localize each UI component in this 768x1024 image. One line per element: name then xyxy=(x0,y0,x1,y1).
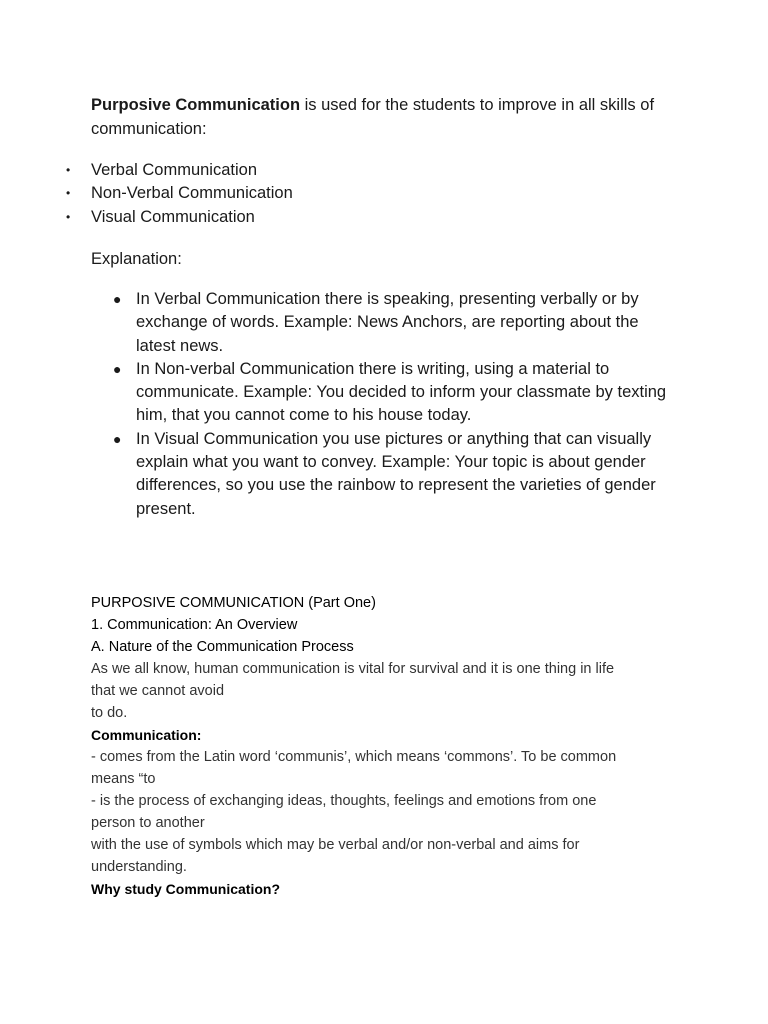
paragraph-line: that we cannot avoid xyxy=(91,683,225,699)
explanation-text: In Non-verbal Communication there is writing, using a material to communicate. Example: You decided to inform your classmate by texting him, that you cannot come to his house today. xyxy=(136,359,667,425)
list-item xyxy=(0,206,293,229)
list-item xyxy=(0,428,700,521)
explanation-text: In Verbal Communication there is speaking, presenting verbally or by exchange of words. Example: News Anchors, are reporting about the latest news. xyxy=(136,290,639,355)
intro-paragraph xyxy=(91,93,691,141)
definition-line: with the use of symbols which may be verbal and/or non-verbal and aims for xyxy=(91,837,580,853)
section-heading: 1. Communication: An Overview xyxy=(91,617,298,633)
list-item xyxy=(0,159,293,182)
why-study-heading: Why study Communication? xyxy=(91,881,280,897)
definition-line: - comes from the Latin word ‘communis’, which means ‘commons’. To be common xyxy=(91,749,617,765)
bullet-icon: ● xyxy=(113,360,122,377)
bullet-icon: • xyxy=(66,186,71,201)
explanation-text: In Visual Communication you use pictures or anything that can visually explain what you want to convey. Example: Your topic is about gender differences, so you use the rainbow to represent the varieties of gender present. xyxy=(136,429,656,518)
bullet-icon: ● xyxy=(113,430,122,447)
definition-line: person to another xyxy=(91,815,205,831)
skills-list xyxy=(0,159,293,229)
bullet-icon: ● xyxy=(113,291,122,307)
skill-label: Visual Communication xyxy=(91,207,255,226)
skill-label: Non-Verbal Communication xyxy=(91,184,293,203)
definition-line: means “to xyxy=(91,771,156,787)
explanation-list xyxy=(0,288,700,521)
subsection-heading: A. Nature of the Communication Process xyxy=(91,639,354,655)
intro-text: is used for the students to improve in all skills of communication: xyxy=(91,96,655,138)
bullet-icon: • xyxy=(66,209,71,224)
definition-line: understanding. xyxy=(91,859,187,875)
list-item xyxy=(0,288,700,358)
paragraph-line: As we all know, human communication is vital for survival and it is one thing in life xyxy=(91,661,615,677)
explanation-heading: Explanation: xyxy=(91,250,182,268)
skill-label: Verbal Communication xyxy=(91,161,257,179)
part-one-section xyxy=(91,592,691,900)
definition-line: - is the process of exchanging ideas, thoughts, feelings and emotions from one xyxy=(91,793,597,809)
list-item xyxy=(0,358,700,428)
bullet-icon: • xyxy=(66,163,71,177)
paragraph-line: to do. xyxy=(91,705,128,721)
list-item xyxy=(0,182,293,205)
part-one-title: PURPOSIVE COMMUNICATION (Part One) xyxy=(91,595,376,611)
communication-heading: Communication: xyxy=(91,727,202,743)
intro-bold-term: Purposive Communication xyxy=(91,96,301,114)
